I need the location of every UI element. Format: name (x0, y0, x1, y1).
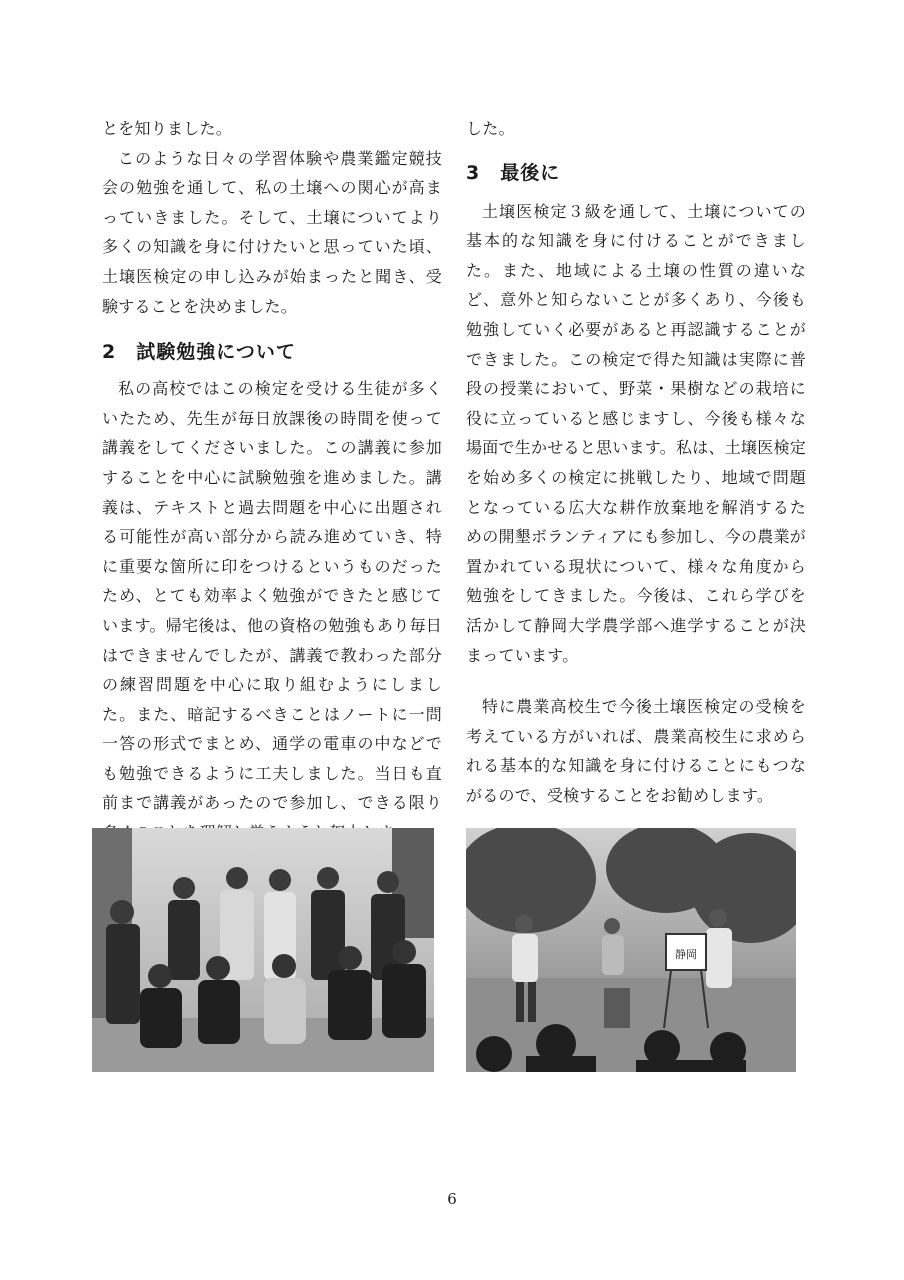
section-heading-2: 2 試験勉強について (102, 341, 296, 364)
field-lesson-photo (466, 828, 796, 1072)
paragraph: 土壌医検定３級を通して、土壌についての基本的な知識を身に付けることができました。また、地域による土壌の性質の違いなど、意外と知らないことが多くあり、今後も勉強していく必要があると再認識することができました。この検定で得た知識は実際に普段の授業において、野菜・果樹などの栽培に役に立っていると感じますし、今後も様々な場面で生かせると思います。私は、土壌医検定を始め多くの検定に挑戦したり、地域で問題となっている広大な耕作放棄地を解消するための開墾ボランティアにも参加し、今の農業が置かれている現状について、様々な角度から勉強をしてきました。今後は、これら学びを活かして静岡大学農学部へ進学することが決まっています。 (466, 201, 806, 665)
paragraph: 特に農業高校生で今後土壌医検定の受検を考えている方がいれば、農業高校生に求められる基本的な知識を身に付けることにもつながるので、受検することをお勧めします。 (466, 697, 806, 805)
page-number: 6 (447, 1190, 457, 1208)
sign-text: 静岡 (675, 948, 697, 961)
paragraph: 私の高校ではこの検定を受ける生徒が多くいたため、先生が毎日放課後の時間を使って講義をしてくださいました。この講義に参加することを中心に試験勉強を進めました。講義は、テキストと過去問題を中心に出題される可能性が高い部分から読み進めていき、特に重要な箇所に印をつけるというものだったため、とても効率よく勉強ができたと感じています。帰宅後は、他の資格の勉強もあり毎日はできませんでしたが、講義で教わった部分の練習問題を中心に取り組むようにしました。また、暗記するべきことはノートに一問一答の形式でまとめ、通学の電車の中などでも勉強できるように工夫しました。当日も直前まで講義があったので参加し、できる限り (102, 379, 442, 813)
group-photo (92, 828, 434, 1072)
right-column (466, 114, 806, 810)
left-column (102, 114, 442, 848)
paragraph: とを知りました。 (102, 119, 233, 138)
paragraph: した。 (466, 119, 515, 138)
paragraph-gap (466, 670, 806, 692)
section-heading-3: 3 最後に (466, 161, 561, 184)
paragraph: このような日々の学習体験や農業鑑定競技会の勉強を通して、私の土壌への関心が高まっていきました。そして、土壌についてより多くの知識を身に付けたいと思っていた頃、土壌医検定の申し込みが始まったと聞き、受験することを決めました。 (102, 148, 442, 316)
